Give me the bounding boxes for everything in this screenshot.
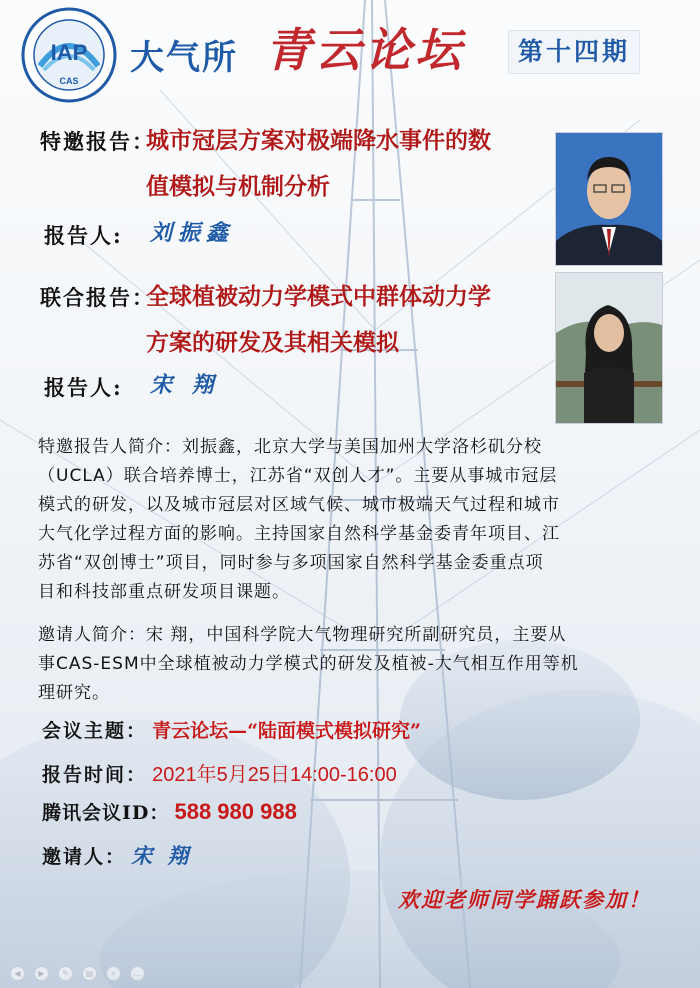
meeting-id-label: 腾讯会议ID：: [42, 802, 170, 824]
iap-logo: [20, 6, 118, 104]
meeting-id-row: [42, 798, 297, 825]
invited-speaker-bio: [38, 433, 678, 607]
talk2-title-line1: 全球植被动力学模式中群体动力学: [146, 284, 491, 310]
speaker1-photo: [555, 132, 663, 266]
meeting-id-value: 588 980 988: [174, 799, 297, 824]
talk2-speaker-label: 报告人:: [44, 375, 123, 400]
meeting-time-label: 报告时间：: [42, 764, 148, 786]
talk1-label: 特邀报告：: [40, 129, 155, 154]
prev-slide-icon[interactable]: ◀: [10, 966, 25, 981]
meeting-theme-label: 会议主题：: [42, 720, 148, 742]
meeting-host-label: 邀请人：: [42, 846, 127, 868]
meeting-host-row: [42, 840, 192, 870]
institute-name: 大气所: [130, 38, 238, 78]
talk2-speaker-name: 宋 翔: [150, 372, 220, 398]
meeting-theme-value: 青云论坛—“陆面模式模拟研究”: [152, 720, 421, 742]
speaker2-photo: [555, 272, 663, 424]
pen-icon[interactable]: ✎: [58, 966, 73, 981]
invited-bio-line: 目和科技部重点研发项目课题。: [38, 582, 290, 602]
meeting-theme-row: [42, 716, 421, 743]
invited-bio-line: 模式的研发，以及城市冠层对区域气候、城市极端天气过程和城市: [38, 495, 560, 515]
meeting-time-value: 2021年5月25日14:00-16:00: [152, 764, 397, 786]
invited-bio-line: 特邀报告人简介：刘振鑫，北京大学与美国加州大学洛杉矶分校: [38, 437, 542, 457]
welcome-text: 欢迎老师同学踊跃参加！: [398, 887, 651, 912]
meeting-time-row: [42, 758, 397, 787]
talk2-title-line2: 方案的研发及其相关模拟: [146, 330, 399, 356]
meeting-host-value: 宋 翔: [131, 843, 193, 868]
invited-bio-line: 大气化学过程方面的影响。主持国家自然科学基金委青年项目、江: [38, 524, 560, 544]
talk1-title-line2: 值模拟与机制分析: [146, 174, 330, 200]
talk1-speaker-label: 报告人:: [44, 223, 123, 248]
more-options-icon[interactable]: …: [130, 966, 145, 981]
logo-sub: CAS: [59, 76, 79, 86]
issue-badge: [508, 30, 640, 74]
host-bio: [38, 621, 678, 708]
talk1-title-line1: 城市冠层方案对极端降水事件的数: [146, 128, 491, 154]
host-bio-line: 理研究。: [38, 683, 110, 703]
issue-number: 第十四期: [517, 37, 630, 66]
talk2-label: 联合报告：: [40, 285, 155, 310]
talk1-speaker-name: 刘振鑫: [150, 220, 235, 246]
host-bio-line: 邀请人简介：宋 翔，中国科学院大气物理研究所副研究员，主要从: [38, 625, 567, 645]
logo-text: IAP: [50, 40, 88, 65]
slides-menu-icon[interactable]: ▤: [82, 966, 97, 981]
next-slide-icon[interactable]: ▶: [34, 966, 49, 981]
host-bio-line: 事CAS-ESM中全球植被动力学模式的研发及植被-大气相互作用等机: [38, 654, 579, 674]
zoom-icon[interactable]: ⌕: [106, 966, 121, 981]
invited-bio-line: 苏省“双创博士”项目，同时参与多项国家自然科学基金委重点项: [38, 553, 544, 573]
forum-name: 青云论坛: [265, 23, 465, 77]
invited-bio-line: （UCLA）联合培养博士，江苏省“双创人才”。主要从事城市冠层: [38, 466, 558, 486]
